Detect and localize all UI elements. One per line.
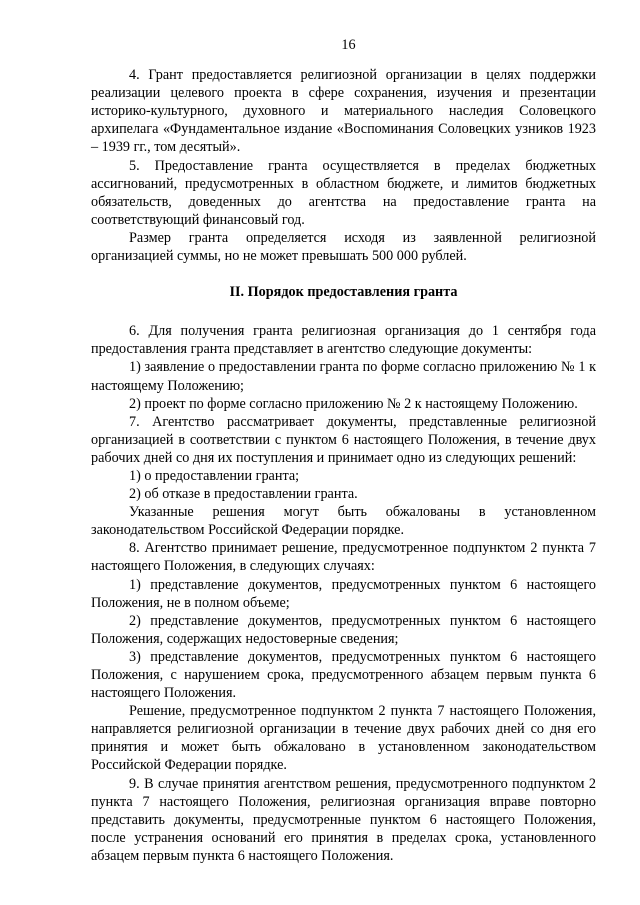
paragraph-8-item-2: 2) представление документов, предусмотренных пунктом 6 настоящего Положения, содержащих недостоверные сведения; bbox=[91, 612, 596, 647]
paragraph-6: 6. Для получения гранта религиозная организация до 1 сентября года предоставления гранта представляет в агентство следующие документы: bbox=[91, 323, 596, 358]
paragraph-5: 5. Предоставление гранта осуществляется в пределах бюджетных ассигнований, предусмотренных в областном бюджете, и лимитов бюджетных обязательств, доведенных до агентства на предоставление гранта на соответствующий финансовый год. bbox=[91, 157, 596, 228]
paragraph-8-item-3: 3) представление документов, предусмотренных пунктом 6 настоящего Положения, с нарушением срока, предусмотренного абзацем первым пункта 6 настоящего Положения. bbox=[91, 648, 596, 702]
section-1-body bbox=[91, 66, 596, 265]
paragraph-9: 9. В случае принятия агентством решения, предусмотренного подпунктом 2 пункта 7 настоящего Положения, религиозная организация вправе повторно представить документы, предусмотренные пунктом 6 настоящего Положения, после устранения оснований его принятия в пределах срока, установленного абзацем первым пункта 6 настоящего Положения. bbox=[91, 775, 596, 864]
paragraph-7-appeal: Указанные решения могут быть обжалованы в установленном законодательством Российской Федерации порядке. bbox=[91, 504, 596, 539]
paragraph-6-item-2: 2) проект по форме согласно приложению № 2 к настоящему Положению. bbox=[129, 395, 578, 412]
section-title: II. Порядок предоставления гранта bbox=[229, 284, 458, 301]
section-2-body bbox=[91, 322, 596, 865]
paragraph-8-decision: Решение, предусмотренное подпунктом 2 пункта 7 настоящего Положения, направляется религиозной организации в течение двух рабочих дней со дня его принятия и может быть обжаловано в установленном законодательством Российской Федерации порядке. bbox=[91, 703, 596, 774]
document-page bbox=[91, 36, 596, 865]
paragraph-6-item-1: 1) заявление о предоставлении гранта по форме согласно приложению № 1 к настоящему Положению; bbox=[91, 359, 596, 394]
page-number: 16 bbox=[341, 37, 356, 53]
paragraph-grant-size: Размер гранта определяется исходя из заявленной религиозной организацией суммы, но не может превышать 500 000 рублей. bbox=[91, 229, 596, 265]
paragraph-8: 8. Агентство принимает решение, предусмотренное подпунктом 2 пункта 7 настоящего Положения, в следующих случаях: bbox=[91, 540, 596, 575]
paragraph-7-item-1: 1) о предоставлении гранта; bbox=[129, 467, 300, 484]
paragraph-7-item-2: 2) об отказе в предоставлении гранта. bbox=[129, 486, 358, 503]
paragraph-4: 4. Грант предоставляется религиозной организации в целях поддержки реализации целевого проекта в сфере сохранения, изучения и презентации историко-культурного, духовного и материального наследия Соловецкого архипелага «Фундаментальное издание «Воспоминания Соловецких узников 1923 – 1939 гг., том десятый». bbox=[91, 67, 596, 156]
paragraph-8-item-1: 1) представление документов, предусмотренных пунктом 6 настоящего Положения, не в полном объеме; bbox=[91, 576, 596, 611]
paragraph-7: 7. Агентство рассматривает документы, представленные религиозной организацией в соответствии с пунктом 6 настоящего Положения, в течение двух рабочих дней со дня их поступления и принимает одно из следующих решений: bbox=[91, 413, 596, 466]
